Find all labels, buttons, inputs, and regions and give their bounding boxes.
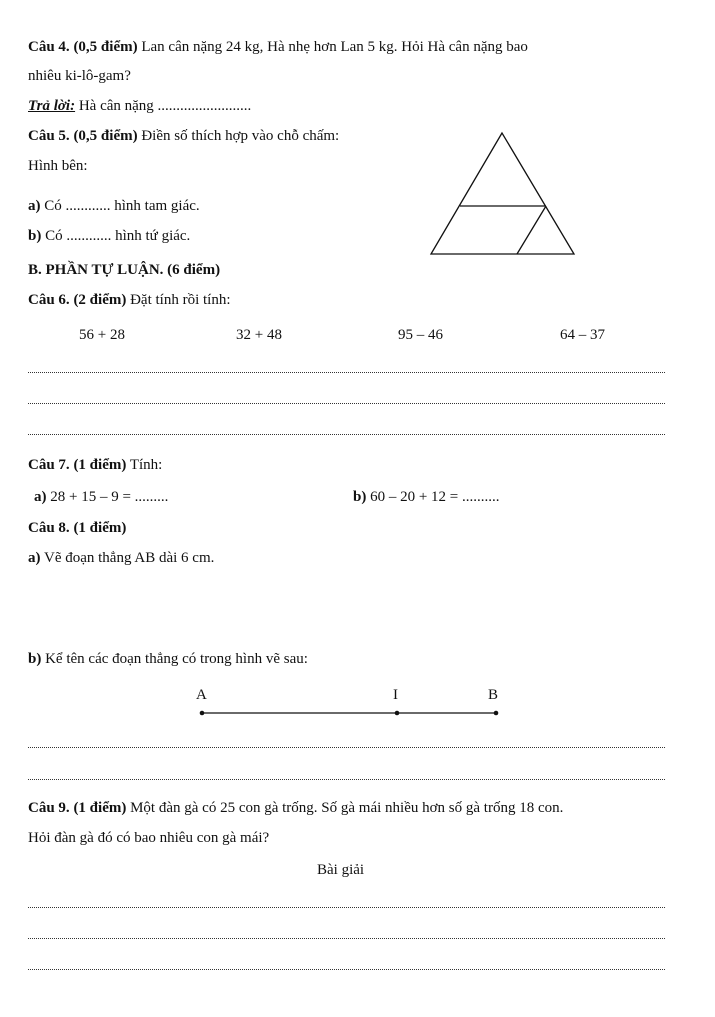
q8-a-label: a) <box>28 550 41 566</box>
q5-sub: Hình bên: <box>28 158 88 174</box>
q9-text2: Hỏi đàn gà đó có bao nhiêu con gà mái? <box>28 830 270 846</box>
point-label-a: A <box>196 687 207 703</box>
q8-a-text: Vẽ đoạn thẳng AB dài 6 cm. <box>43 550 215 566</box>
q9-line1 <box>28 799 563 817</box>
q6-calc-1: 56 + 28 <box>79 327 125 343</box>
q5-text: Điền số thích hợp vào chỗ chấm: <box>141 128 340 144</box>
q6-text: Đặt tính rồi tính: <box>130 292 231 308</box>
q8-answer-line-1[interactable] <box>28 747 665 748</box>
point-b-dot <box>494 711 499 716</box>
q6-calc-2: 32 + 48 <box>236 327 282 343</box>
section-b-title: B. PHẦN TỰ LUẬN. (6 điểm) <box>28 262 221 278</box>
point-i-dot <box>395 711 400 716</box>
q9-answer-line-3[interactable] <box>28 969 665 970</box>
point-label-b: B <box>488 687 499 703</box>
q5-a-text[interactable]: Có ............ hình tam giác. <box>44 198 200 214</box>
q9-text1: Một đàn gà có 25 con gà trống. Số gà mái nhiều hơn số gà trống 18 con. <box>130 800 564 816</box>
point-a-dot <box>200 711 205 716</box>
q4-label: Câu 4. <box>28 39 70 55</box>
q6-calc-3: 95 – 46 <box>398 327 443 343</box>
q5-a-label: a) <box>28 198 41 214</box>
q7-a-text[interactable]: 28 + 15 – 9 = ......... <box>50 489 169 505</box>
q7-points: (1 điểm) <box>73 457 127 473</box>
q7-a-label: a) <box>34 489 47 505</box>
q5-label: Câu 5. <box>28 128 70 144</box>
q5-points: (0,5 điểm) <box>73 128 138 144</box>
q4-text1: Lan cân nặng 24 kg, Hà nhẹ hơn Lan 5 kg. Hỏi Hà cân nặng bao <box>141 39 528 55</box>
solution-title: Bài giải <box>317 862 365 878</box>
q9-label: Câu 9. <box>28 800 70 816</box>
q5-b-label: b) <box>28 228 42 244</box>
point-label-i: I <box>393 687 398 703</box>
q7-label: Câu 7. <box>28 457 70 473</box>
q8-points: (1 điểm) <box>73 520 127 536</box>
q4-points: (0,5 điểm) <box>73 39 138 55</box>
q8-b-text: Kể tên các đoạn thẳng có trong hình vẽ sau: <box>45 651 308 667</box>
q4-answer-label: Trả lời: <box>28 98 76 114</box>
q9-answer-line-2[interactable] <box>28 938 665 939</box>
q6-label: Câu 6. <box>28 292 70 308</box>
q9-points: (1 điểm) <box>73 800 127 816</box>
q8-answer-line-2[interactable] <box>28 779 665 780</box>
q4-text2: nhiêu ki-lô-gam? <box>28 68 131 84</box>
q7-b-text[interactable]: 60 – 20 + 12 = .......... <box>370 489 500 505</box>
q6-points: (2 điểm) <box>73 292 127 308</box>
q7-b-label: b) <box>353 489 367 505</box>
q4-answer-text[interactable]: Hà cân nặng ......................... <box>78 98 252 114</box>
q8-label: Câu 8. <box>28 520 70 536</box>
q5-b-text[interactable]: Có ............ hình tứ giác. <box>45 228 191 244</box>
q9-answer-line-1[interactable] <box>28 907 665 908</box>
q7-text: Tính: <box>129 457 163 473</box>
q6-calc-4: 64 – 37 <box>560 327 605 343</box>
q8-b-label: b) <box>28 651 42 667</box>
